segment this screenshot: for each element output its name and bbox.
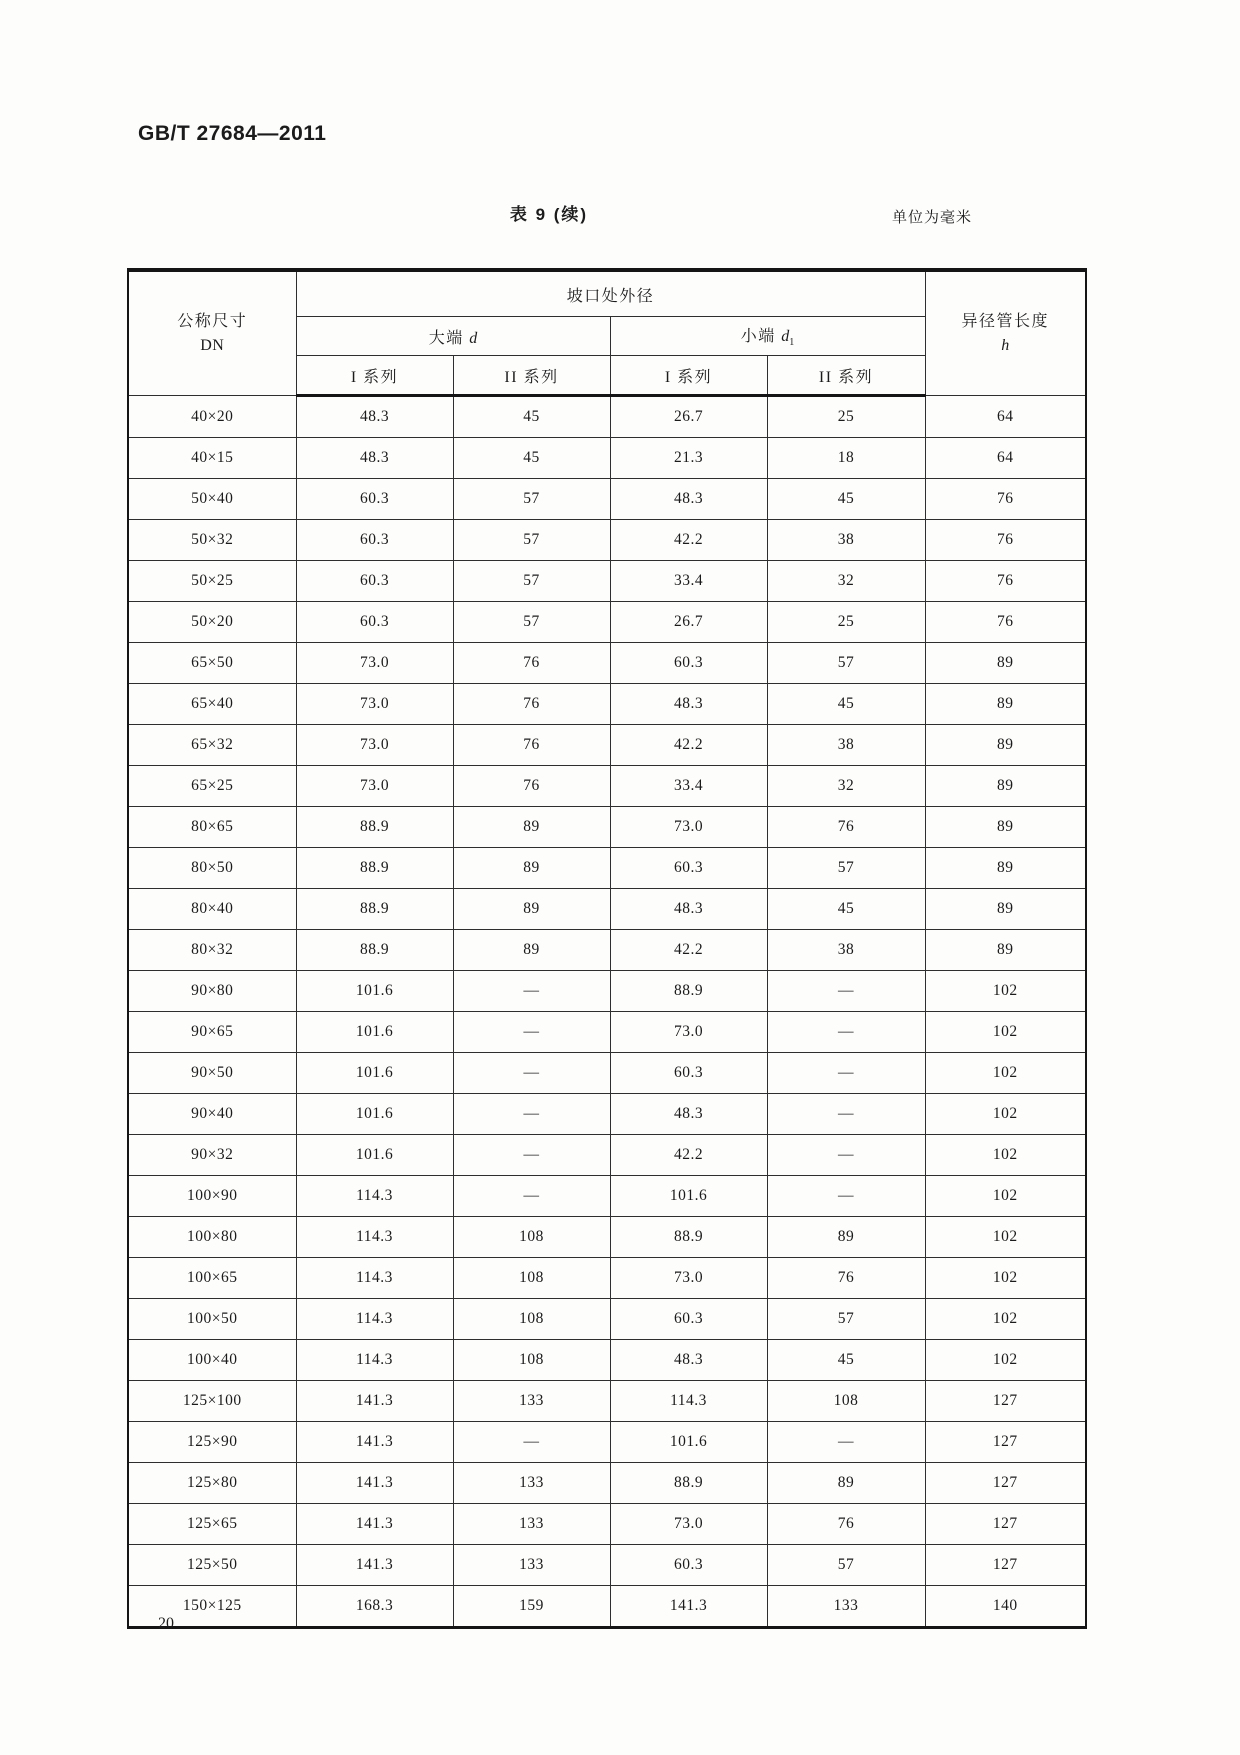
- value-cell: 108: [453, 1217, 610, 1258]
- dn-cell: 40×15: [128, 438, 296, 479]
- table-row: [128, 438, 1086, 479]
- value-cell: 133: [767, 1586, 925, 1628]
- value-cell: 73.0: [610, 1012, 767, 1053]
- header-big-end-label: 大端: [428, 329, 464, 347]
- table-row: [128, 807, 1086, 848]
- header-small-end-subscript: 1: [789, 337, 795, 349]
- table-row: [128, 930, 1086, 971]
- value-cell: 73.0: [296, 725, 453, 766]
- table-row: [128, 1422, 1086, 1463]
- value-cell: 102: [925, 1340, 1086, 1381]
- value-cell: 133: [453, 1381, 610, 1422]
- dn-cell: 50×40: [128, 479, 296, 520]
- value-cell: 114.3: [296, 1340, 453, 1381]
- value-cell: —: [453, 1422, 610, 1463]
- value-cell: 102: [925, 1012, 1086, 1053]
- value-cell: 38: [767, 725, 925, 766]
- value-cell: —: [767, 1176, 925, 1217]
- header-row-1: [128, 270, 1086, 317]
- dn-cell: 90×65: [128, 1012, 296, 1053]
- value-cell: 141.3: [296, 1504, 453, 1545]
- dn-cell: 100×80: [128, 1217, 296, 1258]
- value-cell: 60.3: [296, 602, 453, 643]
- table-row: [128, 1094, 1086, 1135]
- value-cell: 48.3: [296, 396, 453, 438]
- value-cell: 108: [767, 1381, 925, 1422]
- value-cell: 42.2: [610, 930, 767, 971]
- dn-cell: 125×100: [128, 1381, 296, 1422]
- value-cell: 114.3: [296, 1258, 453, 1299]
- value-cell: 108: [453, 1340, 610, 1381]
- value-cell: —: [767, 1135, 925, 1176]
- value-cell: 76: [767, 807, 925, 848]
- value-cell: 108: [453, 1299, 610, 1340]
- table-row: [128, 396, 1086, 438]
- dn-cell: 80×40: [128, 889, 296, 930]
- value-cell: 88.9: [610, 1217, 767, 1258]
- header-length-label: 异径管长度: [961, 312, 1050, 330]
- table-row: [128, 1340, 1086, 1381]
- dn-cell: 125×90: [128, 1422, 296, 1463]
- value-cell: —: [453, 1135, 610, 1176]
- value-cell: 76: [767, 1504, 925, 1545]
- header-small-end-series-2: II 系列: [767, 356, 925, 396]
- table-row: [128, 520, 1086, 561]
- dn-cell: 90×40: [128, 1094, 296, 1135]
- unit-note: 单位为毫米: [891, 210, 972, 226]
- value-cell: 76: [453, 643, 610, 684]
- table-row: [128, 848, 1086, 889]
- value-cell: 32: [767, 561, 925, 602]
- value-cell: 64: [925, 438, 1086, 479]
- value-cell: —: [453, 971, 610, 1012]
- value-cell: 76: [453, 684, 610, 725]
- value-cell: 26.7: [610, 602, 767, 643]
- value-cell: 38: [767, 520, 925, 561]
- value-cell: 21.3: [610, 438, 767, 479]
- table-row: [128, 725, 1086, 766]
- table-row: [128, 684, 1086, 725]
- value-cell: 73.0: [296, 766, 453, 807]
- value-cell: 102: [925, 971, 1086, 1012]
- header-big-end: [296, 317, 610, 356]
- value-cell: 76: [453, 725, 610, 766]
- value-cell: 45: [453, 396, 610, 438]
- value-cell: 60.3: [610, 1053, 767, 1094]
- value-cell: 76: [925, 520, 1086, 561]
- value-cell: —: [767, 1422, 925, 1463]
- dn-cell: 50×25: [128, 561, 296, 602]
- value-cell: 141.3: [296, 1422, 453, 1463]
- table-body: [128, 396, 1086, 1628]
- table-row: [128, 479, 1086, 520]
- value-cell: 26.7: [610, 396, 767, 438]
- dn-cell: 125×80: [128, 1463, 296, 1504]
- value-cell: 88.9: [610, 1463, 767, 1504]
- table-row: [128, 602, 1086, 643]
- value-cell: 88.9: [296, 889, 453, 930]
- value-cell: 33.4: [610, 766, 767, 807]
- value-cell: 133: [453, 1504, 610, 1545]
- header-big-end-symbol: d: [469, 329, 478, 347]
- value-cell: 73.0: [610, 1258, 767, 1299]
- value-cell: 57: [453, 479, 610, 520]
- value-cell: 88.9: [296, 848, 453, 889]
- value-cell: 60.3: [610, 848, 767, 889]
- header-length-symbol: h: [1001, 336, 1010, 354]
- table-row: [128, 1135, 1086, 1176]
- table-row: [128, 889, 1086, 930]
- table-row: [128, 1381, 1086, 1422]
- table-row: [128, 1299, 1086, 1340]
- value-cell: 57: [767, 643, 925, 684]
- value-cell: 141.3: [296, 1545, 453, 1586]
- header-small-end: [610, 317, 925, 356]
- value-cell: 102: [925, 1217, 1086, 1258]
- value-cell: 48.3: [296, 438, 453, 479]
- header-dn: [128, 270, 296, 396]
- value-cell: 73.0: [610, 807, 767, 848]
- value-cell: 114.3: [296, 1176, 453, 1217]
- table-row: [128, 1217, 1086, 1258]
- value-cell: 25: [767, 396, 925, 438]
- value-cell: —: [453, 1012, 610, 1053]
- value-cell: 114.3: [296, 1299, 453, 1340]
- value-cell: 57: [767, 1299, 925, 1340]
- value-cell: 57: [453, 520, 610, 561]
- value-cell: 76: [767, 1258, 925, 1299]
- value-cell: 45: [767, 1340, 925, 1381]
- value-cell: 89: [767, 1217, 925, 1258]
- value-cell: 48.3: [610, 479, 767, 520]
- value-cell: 133: [453, 1463, 610, 1504]
- value-cell: 114.3: [296, 1217, 453, 1258]
- value-cell: 108: [453, 1258, 610, 1299]
- value-cell: 60.3: [610, 1299, 767, 1340]
- table-row: [128, 971, 1086, 1012]
- value-cell: 42.2: [610, 725, 767, 766]
- dn-cell: 100×40: [128, 1340, 296, 1381]
- doc-number: GB/T 27684—2011: [138, 122, 327, 145]
- value-cell: 89: [925, 848, 1086, 889]
- table-row: [128, 1258, 1086, 1299]
- value-cell: 88.9: [296, 807, 453, 848]
- dn-cell: 40×20: [128, 396, 296, 438]
- value-cell: 76: [925, 561, 1086, 602]
- value-cell: 18: [767, 438, 925, 479]
- value-cell: 168.3: [296, 1586, 453, 1628]
- value-cell: 73.0: [610, 1504, 767, 1545]
- dn-cell: 65×32: [128, 725, 296, 766]
- dn-cell: 90×32: [128, 1135, 296, 1176]
- header-dn-label: 公称尺寸: [177, 312, 248, 330]
- table-row: [128, 1545, 1086, 1586]
- value-cell: 25: [767, 602, 925, 643]
- value-cell: 73.0: [296, 684, 453, 725]
- value-cell: 89: [925, 684, 1086, 725]
- value-cell: 101.6: [296, 1012, 453, 1053]
- value-cell: 32: [767, 766, 925, 807]
- table-row: [128, 1586, 1086, 1628]
- header-small-end-symbol: d: [781, 328, 790, 346]
- value-cell: 33.4: [610, 561, 767, 602]
- value-cell: 114.3: [610, 1381, 767, 1422]
- table-row: [128, 1463, 1086, 1504]
- value-cell: —: [767, 1053, 925, 1094]
- table-row: [128, 1504, 1086, 1545]
- dn-cell: 90×80: [128, 971, 296, 1012]
- value-cell: 127: [925, 1545, 1086, 1586]
- table-9-continued: [127, 268, 1085, 1614]
- value-cell: 102: [925, 1258, 1086, 1299]
- dn-cell: 125×65: [128, 1504, 296, 1545]
- value-cell: 48.3: [610, 684, 767, 725]
- value-cell: 101.6: [610, 1422, 767, 1463]
- value-cell: 101.6: [296, 971, 453, 1012]
- value-cell: 89: [925, 930, 1086, 971]
- value-cell: —: [453, 1176, 610, 1217]
- header-small-end-series-1: I 系列: [610, 356, 767, 396]
- dn-cell: 65×25: [128, 766, 296, 807]
- value-cell: —: [767, 1094, 925, 1135]
- value-cell: 89: [453, 807, 610, 848]
- value-cell: 141.3: [610, 1586, 767, 1628]
- value-cell: 76: [925, 479, 1086, 520]
- value-cell: 127: [925, 1463, 1086, 1504]
- value-cell: 141.3: [296, 1381, 453, 1422]
- value-cell: —: [767, 971, 925, 1012]
- value-cell: 42.2: [610, 1135, 767, 1176]
- value-cell: 45: [767, 479, 925, 520]
- page-number: 20: [158, 1615, 174, 1632]
- value-cell: 38: [767, 930, 925, 971]
- dn-cell: 125×50: [128, 1545, 296, 1586]
- value-cell: 141.3: [296, 1463, 453, 1504]
- value-cell: 102: [925, 1135, 1086, 1176]
- value-cell: 101.6: [610, 1176, 767, 1217]
- value-cell: —: [453, 1053, 610, 1094]
- dn-cell: 100×50: [128, 1299, 296, 1340]
- value-cell: 57: [767, 848, 925, 889]
- header-outer-diameter: 坡口处外径: [296, 270, 925, 317]
- dimension-table: [127, 268, 1087, 1629]
- dn-cell: 100×90: [128, 1176, 296, 1217]
- table-title: 表 9 (续): [509, 205, 589, 224]
- dn-cell: 80×65: [128, 807, 296, 848]
- dn-cell: 50×20: [128, 602, 296, 643]
- value-cell: 57: [453, 602, 610, 643]
- value-cell: 60.3: [610, 1545, 767, 1586]
- value-cell: 88.9: [610, 971, 767, 1012]
- value-cell: 60.3: [296, 479, 453, 520]
- table-row: [128, 1012, 1086, 1053]
- value-cell: 60.3: [296, 520, 453, 561]
- value-cell: 48.3: [610, 1340, 767, 1381]
- value-cell: 73.0: [296, 643, 453, 684]
- value-cell: 89: [925, 643, 1086, 684]
- header-small-end-label: 小端: [740, 328, 776, 346]
- dn-cell: 100×65: [128, 1258, 296, 1299]
- dn-cell: 65×50: [128, 643, 296, 684]
- value-cell: 45: [767, 889, 925, 930]
- dn-cell: 90×50: [128, 1053, 296, 1094]
- value-cell: 60.3: [296, 561, 453, 602]
- value-cell: 133: [453, 1545, 610, 1586]
- value-cell: 48.3: [610, 889, 767, 930]
- value-cell: 60.3: [610, 643, 767, 684]
- value-cell: 57: [453, 561, 610, 602]
- table-row: [128, 561, 1086, 602]
- value-cell: 102: [925, 1176, 1086, 1217]
- value-cell: 101.6: [296, 1135, 453, 1176]
- value-cell: 127: [925, 1381, 1086, 1422]
- value-cell: 89: [925, 807, 1086, 848]
- value-cell: 42.2: [610, 520, 767, 561]
- table-row: [128, 766, 1086, 807]
- dn-cell: 80×50: [128, 848, 296, 889]
- header-big-end-series-2: II 系列: [453, 356, 610, 396]
- value-cell: 101.6: [296, 1053, 453, 1094]
- dn-cell: 150×125: [128, 1586, 296, 1628]
- value-cell: 89: [925, 766, 1086, 807]
- value-cell: 89: [453, 889, 610, 930]
- value-cell: 48.3: [610, 1094, 767, 1135]
- value-cell: 76: [925, 602, 1086, 643]
- value-cell: 89: [925, 889, 1086, 930]
- value-cell: 89: [453, 930, 610, 971]
- table-row: [128, 643, 1086, 684]
- table-row: [128, 1053, 1086, 1094]
- header-dn-symbol: DN: [200, 336, 225, 354]
- value-cell: 102: [925, 1053, 1086, 1094]
- value-cell: 102: [925, 1299, 1086, 1340]
- dn-cell: 50×32: [128, 520, 296, 561]
- value-cell: 45: [767, 684, 925, 725]
- value-cell: 89: [925, 725, 1086, 766]
- value-cell: —: [767, 1012, 925, 1053]
- value-cell: 159: [453, 1586, 610, 1628]
- value-cell: 45: [453, 438, 610, 479]
- value-cell: 89: [453, 848, 610, 889]
- header-length: [925, 270, 1086, 396]
- value-cell: 102: [925, 1094, 1086, 1135]
- value-cell: 101.6: [296, 1094, 453, 1135]
- value-cell: 127: [925, 1422, 1086, 1463]
- value-cell: 64: [925, 396, 1086, 438]
- value-cell: 76: [453, 766, 610, 807]
- value-cell: —: [453, 1094, 610, 1135]
- value-cell: 88.9: [296, 930, 453, 971]
- dn-cell: 65×40: [128, 684, 296, 725]
- value-cell: 127: [925, 1504, 1086, 1545]
- header-big-end-series-1: I 系列: [296, 356, 453, 396]
- value-cell: 57: [767, 1545, 925, 1586]
- dn-cell: 80×32: [128, 930, 296, 971]
- value-cell: 140: [925, 1586, 1086, 1628]
- table-row: [128, 1176, 1086, 1217]
- value-cell: 89: [767, 1463, 925, 1504]
